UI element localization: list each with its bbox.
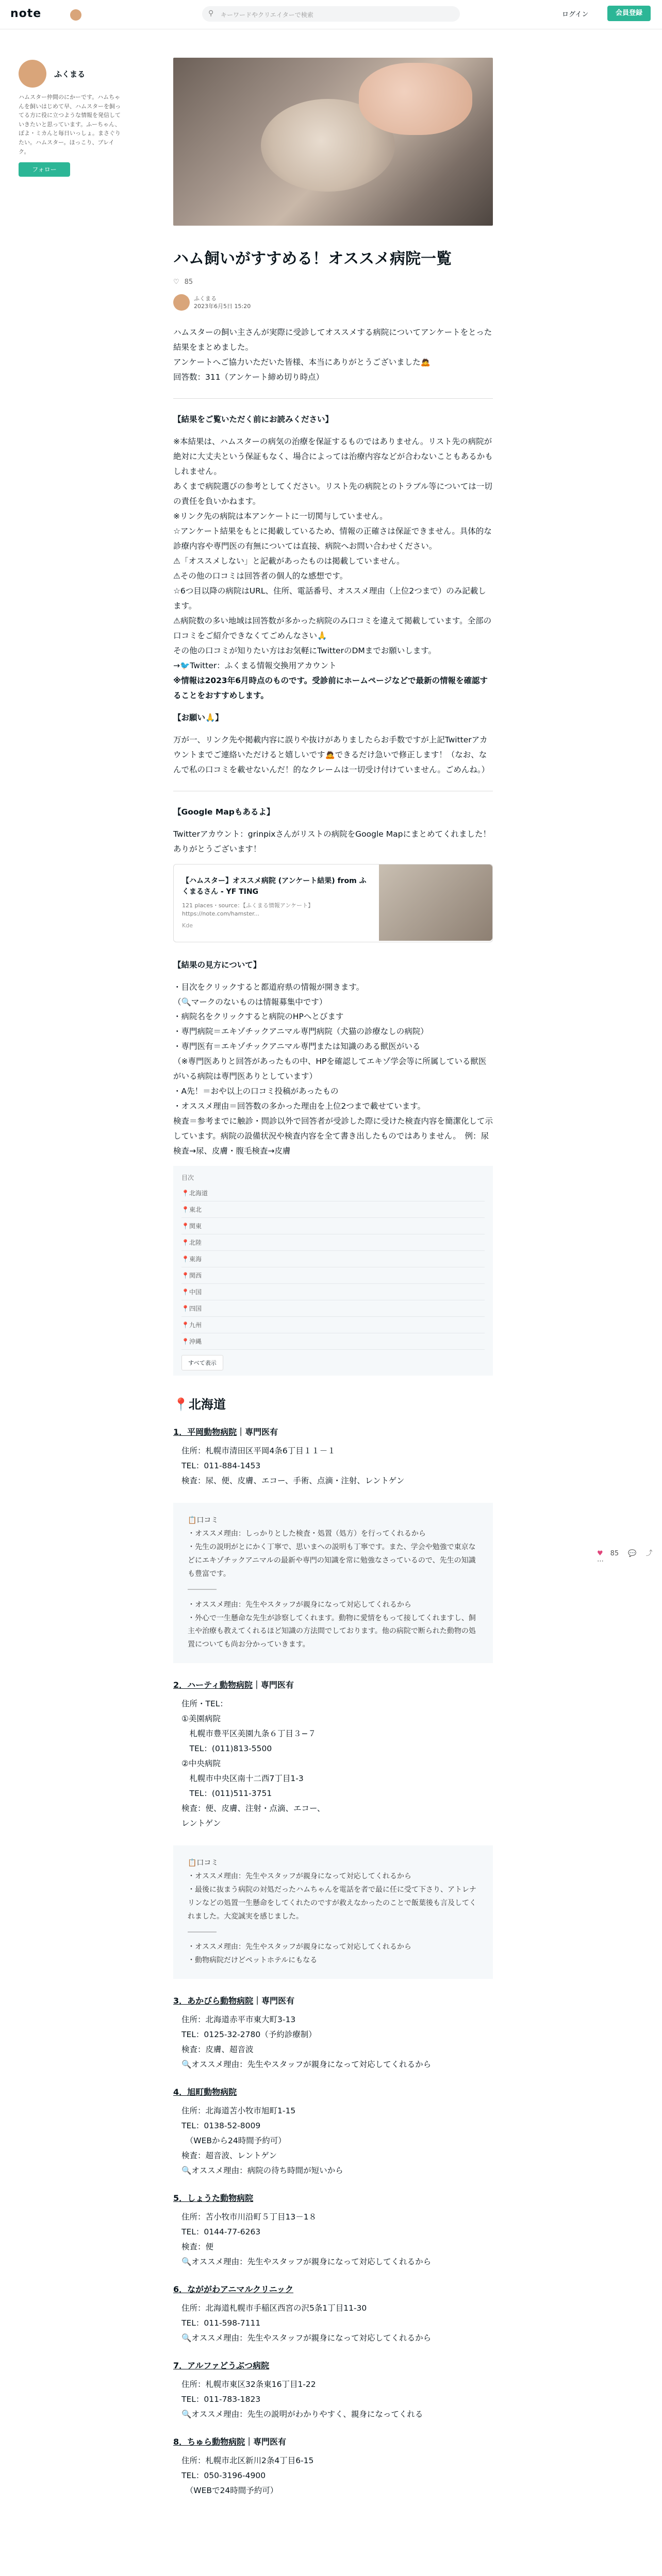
howto-line: ・目次をクリックすると都道府県の情報が開きます。 [173,982,365,992]
note-line: ⚠「オススメしない」と記載があったものは掲載していません。 [173,556,405,566]
toc-item-7[interactable]: 📍中国 [181,1284,485,1300]
post-date: 2023年6月5日 15:20 [194,303,251,310]
hospital-link[interactable]: 1．平岡動物病院 [173,1427,237,1437]
follow-button[interactable]: フォロー [19,162,70,177]
intro-line: アンケートへご協力いただいた皆様、本当にありがとうございました🙇 [173,357,431,367]
review-line: ・オススメ理由：先生やスタッフが親身になって対応してくれるから [188,1872,411,1880]
toc-item-10[interactable]: 📍沖縄 [181,1333,485,1350]
gmap-text: Twitterアカウント：grinpixさんがリストの病院をGoogle Mapにまとめてくれました！ありがとうございます！ [173,829,491,854]
request-text: 万が一、リンク先や掲載内容に誤りや抜けがありましたらお手数ですが上記Twitterアカウントまでご連絡いただけると嬉しいです🙇できるだけ急いで修正します！（なお、なんで私の口コミを載せないんだ！的なクレームは一切受け付けていません。ごめんね。） [173,735,490,774]
more-icon[interactable]: ⋯ [597,1557,604,1565]
toc-item-5[interactable]: 📍東海 [181,1251,485,1267]
hospital-link[interactable]: 8．ちゅら動物病院 [173,2436,245,2447]
hospital-info-line: 札幌市豊平区美園九条６丁目３−７ [181,1729,316,1739]
article [173,58,493,2505]
toc-heading: 目次 [181,1174,194,1182]
hospital-link[interactable]: 5．しょうた動物病院 [173,2193,254,2204]
hospital-info-line: 住所：札幌市北区新川2条4丁目6-15 [181,2455,314,2465]
embed-title: 【ハムスター】オススメ病院 (アンケート結果) from ふくまるさん - YF TING [182,876,367,896]
hospital-title [173,2283,493,2295]
hospital-info-line: レントゲン [181,1819,221,1828]
float-like-count: 85 [610,1550,619,1557]
gmap-heading: 【Google Mapもあるよ】 [173,807,275,817]
hospital-info-line: 🔍オススメ理由：先生やスタッフが親身になって対応してくれるから [181,2333,432,2343]
hospital-info-line: 🔍オススメ理由：病院の待ち時間が短いから [181,2166,343,2176]
hospital-info-line: 検査：便、皮膚、注射・点滴、エコー、 [181,1804,325,1814]
howto-line: ・専門医有＝エキゾチックアニマル専門または知識のある獣医がいる [173,1042,421,1052]
hospital-info-line: 🔍オススメ理由：先生の説明がわかりやすく、親身になってくれる [181,2409,423,2419]
toc-item-8[interactable]: 📍四国 [181,1300,485,1317]
hospital-info [173,2453,493,2498]
howto-heading: 【結果の見方について】 [173,960,261,970]
hospital-info-line: 住所・TEL： [181,1699,228,1709]
hospital-info-line: TEL：011-783-1823 [181,2394,261,2404]
author-avatar[interactable] [19,60,46,88]
toc-item-9[interactable]: 📍九州 [181,1317,485,1333]
review-line: ・オススメ理由：しっかりとした検査・処置（処方）を行ってくれるから [188,1530,426,1538]
hero-image [173,58,493,226]
howto-line: 検査＝参考までに触診・問診以外で回答者が受診した際に受けた検査内容を簡潔化して示しています。病院の設備状況や検査内容を全て書き出したものではありません。 例：尿検査→尿、皮膚・腹毛検査→皮膚 [173,1116,493,1156]
hospital-title [173,1426,493,1437]
review-line: 📋口コミ [188,1516,219,1525]
hospital-info-line: TEL：(011)813-5500 [181,1744,272,1754]
hospital-title [173,1679,493,1690]
hospital-info-line: 住所：北海道札幌市手稲区西宮の沢5条1丁目11-30 [181,2303,367,2313]
hospital-info-line: （WEBで24時間予約可） [181,2485,278,2495]
search-icon: ⚲ [208,9,214,18]
table-of-contents [173,1166,493,1376]
howto-line: ・A先！＝おや以上の口コミ投稿があったもの [173,1087,339,1096]
search-input[interactable] [202,6,460,22]
hospital-badge: ｜専門医有 [237,1427,278,1437]
review-line: ・動物病院だけどペットホテルにもなる [188,1956,318,1965]
intro-line: 回答数：311（アンケート締め切り時点） [173,372,324,382]
comment-icon[interactable]: 💬 [628,1550,637,1557]
hospital-link[interactable]: 3．あかびら動物病院 [173,1996,254,2006]
hospital-title [173,2435,493,2447]
review-line: 📋口コミ [188,1859,219,1868]
floating-actions [597,1548,662,1565]
note-line: その他の口コミが知りたい方はお気軽にTwitterのDMまでお願いします。 [173,646,437,655]
hospital-info [173,1444,493,1488]
hospital-info [173,2104,493,2178]
review-line: ・オススメ理由：先生やスタッフが親身になって対応してくれるから [188,1600,411,1609]
author-sidebar [19,60,122,177]
review-line: ―――― [188,1585,217,1594]
hospital-info [173,2377,493,2422]
review-box [173,1845,493,1979]
toc-item-3[interactable]: 📍関東 [181,1218,485,1234]
hospital-info [173,2210,493,2269]
review-line: ・オススメ理由：先生やスタッフが親身になって対応してくれるから [188,1943,411,1952]
toc-item-6[interactable]: 📍関西 [181,1267,485,1284]
hospital-info-line: 住所：苫小牧市川沿町５丁目13－1８ [181,2212,317,2222]
review-line: ・先生の説明がとにかく丁寧で、思いまへの説明も丁寧です。また、学会や勉強で東京などにエキゾチックアニマルの最新や専門の知識を常に勉強なさっているので、先生の知識も豊富です。 [188,1543,476,1578]
hospital-info [173,1697,493,1831]
review-line: ・外心で一生懸命な先生が診察してくれます。動物に愛情をもって接してくれますし、飼主や治療も教えてくれるほど知識の方法間でしております。他の病院で断られた動物の処置についても尚お分かっていきます。 [188,1614,476,1649]
author-bio: ハムスター仲間のにかーです。ハムちゃんを飼いはじめて早、ハムスターを飼ってる方に役に立つような情報を発信していきたいと思っています。ふーちゃん、ぽよ・ミカんと毎日いっしょ。まさぐりたい。ハムスター。ほっこり、ブレイク。 [19,94,121,155]
hospital-info-line: TEL：050-3196-4900 [181,2470,266,2480]
hospital-info-line: ②中央病院 [181,1759,221,1769]
divider [173,398,493,399]
hospital-info-line: 住所：札幌市清田区平岡4条6丁目１１－１ [181,1446,336,1456]
login-link[interactable]: ログイン [562,11,589,19]
heart-icon[interactable]: ♡ [173,278,179,286]
hospital-info-line: 住所：北海道赤平市東大町3-13 [181,2015,296,2025]
note-line: ☆6つ目以降の病院はURL、住所、電話番号、オススメ理由（上位2つまで）のみ記載します。 [173,586,486,611]
notes-section [173,434,493,703]
embed-thumbnail [379,865,492,941]
note-line: ⚠病院数の多い地域は回答数が多かった病院のみ口コミを違えて掲載しています。全部の口コミをご紹介できなくてごめんなさい🙏 [173,616,492,640]
hospital-info-line: TEL：0125-32-2780（予約診療制） [181,2030,317,2040]
author-avatar-small[interactable] [173,294,190,311]
hand-shape [359,63,472,135]
howto-section [173,980,493,1159]
howto-line: （※専門医ありと回答があったもの中、HPを確認してエキゾ学会等に所属している獣医がいる病院は専門医ありとしています） [173,1057,487,1081]
hospital-title [173,2192,493,2204]
avatar[interactable] [70,9,81,21]
search-placeholder: キーワードやクリエイターで検索 [221,11,313,19]
note-line: あくまで病院選びの参考としてください。リスト先の病院とのトラブル等については一切の責任を負いかねます。 [173,481,492,506]
hospital-info-line: TEL：0138-52-8009 [181,2121,261,2131]
embed-desc: 121 places・source：【ふくまる情報アンケート】https://note.com/hamster... [182,902,314,918]
hospital-info-line: TEL：011-884-1453 [181,1461,261,1471]
site-header [0,0,662,29]
hospital-badge: ｜専門医有 [245,2436,287,2447]
toc-item-2[interactable]: 📍東北 [181,1201,485,1218]
toc-item-1[interactable]: 📍北海道 [181,1185,485,1201]
note-line: ☆アンケート結果をもとに掲載しているため、情報の正確さは保証できません。具体的な診療内容や専門医の有無については直接、病院へお問い合わせください。 [173,526,492,551]
hospital-title [173,1994,493,2006]
map-embed-card[interactable] [173,864,493,942]
toc-item-4[interactable]: 📍北陸 [181,1234,485,1251]
hospital-link[interactable]: 4．旭町動物病院 [173,2087,237,2097]
hospital-title [173,2359,493,2371]
hospital-link[interactable]: 2．ハーティ動物病院 [173,1680,253,1690]
region-heading: 📍北海道 [173,1397,226,1412]
hospital-info-line: 住所：札幌市東区32条東16丁目1-22 [181,2379,316,2389]
hospital-info-line: TEL：(011)511-3751 [181,1789,272,1799]
share-icon[interactable]: ⤴ [646,1550,653,1557]
hospital-title [173,2086,493,2097]
hospital-link[interactable]: 7．アルファどうぶつ病院 [173,2360,270,2370]
intro-line: ハムスターの飼い主さんが実際に受診してオススメする病院についてアンケートをとった結果をまとめました。 [173,328,492,352]
review-line: ―――― [188,1927,217,1936]
hospital-info [173,2012,493,2072]
like-count[interactable]: ♡ 85 [173,278,193,286]
author-row [173,294,493,311]
hospital-info-line: 住所：北海道苫小牧市旭町1-15 [181,2106,296,2116]
howto-line: ・専門病院＝エキゾチックアニマル専門病院（犬猫の診療なしの病院） [173,1027,428,1037]
howto-line: ・オススメ理由＝回答数の多かった理由を上位2つまで載せています。 [173,1101,425,1111]
hospital-list [173,1426,493,2498]
hospital-info-line: 検査：超音波、レントゲン [181,2151,277,2161]
howto-line: ・病院名をクリックすると病院のHPへとびます [173,1012,344,1022]
note-logo[interactable]: note [10,7,42,20]
toc-more-button[interactable]: すべて表示 [181,1355,223,1370]
hospital-info-line: （WEBから24時間予約可） [181,2136,286,2146]
hospital-info-line: 検査：尿、便、皮膚、エコー、手術、点滴・注射、レントゲン [181,1476,405,1486]
author-name[interactable]: ふくまる [54,69,86,79]
note-line: ※本結果は、ハムスターの病気の治療を保証するものではありません。リスト先の病院が絶対に大丈夫という保証もなく、場合によっては治療内容などが合わないこともあるかもしれません。 [173,436,493,476]
hospital-info-line: TEL：0144-77-6263 [181,2227,261,2237]
request-heading: 【お願い🙏】 [173,713,223,722]
article-title: ハム飼いがすすめる！オススメ病院一覧 [173,250,452,268]
review-line: ・最後に抜まう病院の対処だったハムちゃんを電話を者で最に任に受て下さり、アトレナリンなどの処置一生懸命をしてくれたのですが救えなかったのことで飯葉後も言及してくれました。大変誠実を感じました。 [188,1885,476,1921]
intro-section [173,325,493,385]
embed-host: Kde [182,922,193,929]
note-line: ※情報は2023年6月時点のものです。受診前にホームページなどで最新の情報を確認することをおすすめします。 [173,675,488,700]
hospital-info-line: 🔍オススメ理由：先生やスタッフが親身になって対応してくれるから [181,2257,432,2266]
notes-heading: 【結果をご覧いただく前にお読みください】 [173,414,334,424]
hospital-badge: ｜専門医有 [253,1996,295,2006]
signup-button[interactable]: 会員登録 [607,6,651,21]
note-line[interactable]: →🐦Twitter：ふくまる情報交換用アカウント [173,660,337,670]
note-line: ※リンク先の病院は本アンケートに一切関与していません。 [173,511,388,521]
hospital-info [173,2301,493,2346]
note-line: ⚠その他の口コミは回答者の個人的な感想です。 [173,571,348,581]
review-box [173,1503,493,1663]
hospital-info-line: 札幌市中央区南十二西7丁目1-3 [181,1774,304,1784]
hospital-info-line: 🔍オススメ理由：先生やスタッフが親身になって対応してくれるから [181,2060,432,2070]
hospital-info-line: 検査：皮膚、超音波 [181,2045,254,2055]
hospital-info-line: TEL：011-598-7111 [181,2318,261,2328]
hospital-link[interactable]: 6．なががわアニマルクリニック [173,2284,294,2294]
author-name-small[interactable]: ふくまる [194,295,217,302]
hospital-badge: ｜専門医有 [252,1680,294,1690]
hospital-info-line: ①美園病院 [181,1714,221,1724]
howto-line: （🔍マークのないものは情報募集中です） [173,997,327,1007]
float-heart-icon[interactable]: ♥ [597,1550,603,1557]
hospital-info-line: 検査：便 [181,2242,214,2251]
